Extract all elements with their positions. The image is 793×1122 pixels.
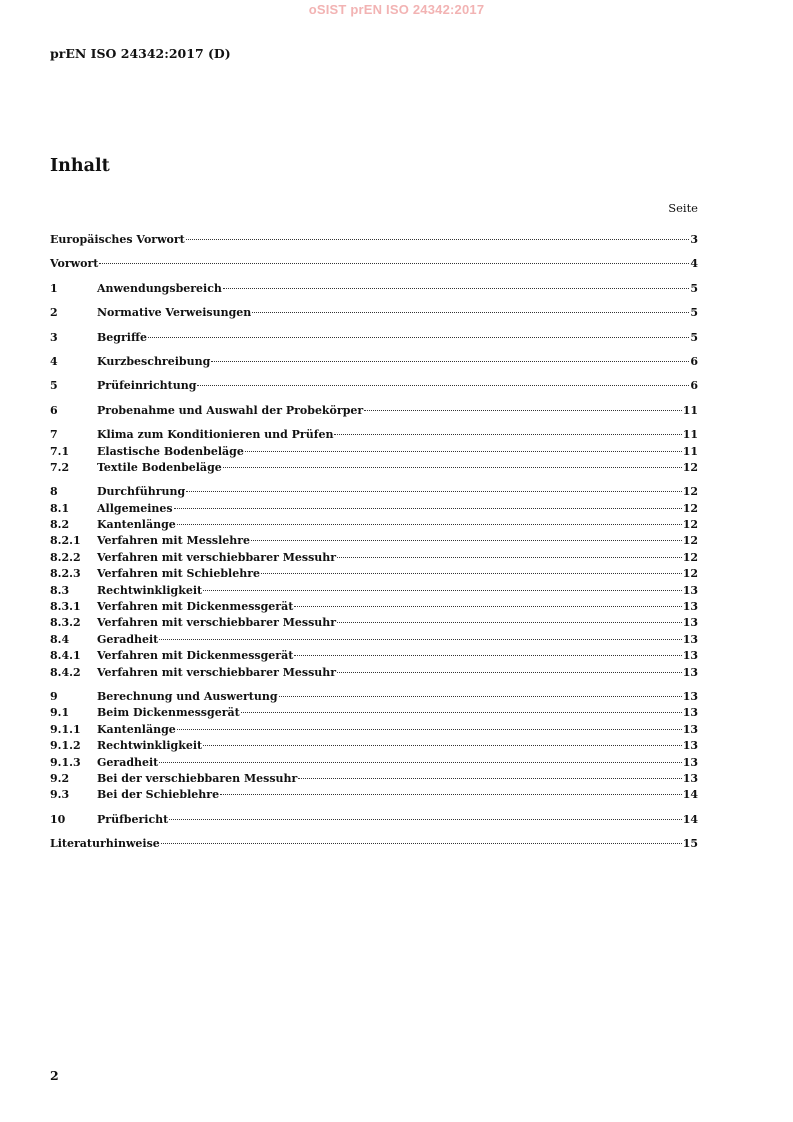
toc-entry-page: 11 bbox=[682, 403, 698, 417]
toc-dot-leader bbox=[159, 639, 681, 640]
toc-entry[interactable] bbox=[50, 689, 698, 705]
toc-dot-leader bbox=[261, 573, 682, 574]
table-of-contents bbox=[50, 232, 698, 853]
toc-entry-title: Beim Dickenmessgerät bbox=[97, 706, 240, 720]
toc-entry-title: Normative Verweisungen bbox=[97, 306, 252, 320]
toc-entry[interactable] bbox=[50, 632, 698, 648]
toc-dot-leader bbox=[148, 337, 689, 338]
toc-dot-leader bbox=[186, 239, 690, 240]
toc-entry-page: 11 bbox=[682, 428, 698, 442]
toc-dot-leader bbox=[252, 312, 689, 313]
toc-dot-leader bbox=[223, 467, 682, 468]
toc-entry-page: 13 bbox=[682, 583, 698, 597]
toc-entry[interactable] bbox=[50, 330, 698, 346]
toc-entry-title: Literaturhinweise bbox=[50, 837, 160, 851]
toc-entry[interactable] bbox=[50, 517, 698, 533]
toc-entry[interactable] bbox=[50, 460, 698, 476]
toc-dot-leader bbox=[364, 410, 682, 411]
toc-entry-number: 8.4 bbox=[50, 632, 70, 646]
toc-entry-title: Durchführung bbox=[97, 485, 186, 499]
toc-entry-number: 7.2 bbox=[50, 460, 70, 474]
toc-entry-number: 8.4.1 bbox=[50, 649, 81, 663]
toc-entry-number: 8 bbox=[50, 485, 58, 499]
toc-entry-page: 12 bbox=[682, 460, 698, 474]
toc-entry-title: Allgemeines bbox=[97, 501, 173, 515]
toc-entry-page: 13 bbox=[682, 722, 698, 736]
toc-entry-number: 9.3 bbox=[50, 788, 70, 802]
toc-entry-title: Verfahren mit verschiebbarer Messuhr bbox=[97, 550, 337, 564]
toc-dot-leader bbox=[169, 819, 681, 820]
toc-entry-page: 13 bbox=[682, 600, 698, 614]
toc-dot-leader bbox=[279, 696, 682, 697]
toc-dot-leader bbox=[337, 672, 682, 673]
toc-entry-number: 5 bbox=[50, 379, 58, 393]
toc-entry[interactable] bbox=[50, 444, 698, 460]
toc-entry-title: Europäisches Vorwort bbox=[50, 233, 185, 246]
toc-entry-number: 8.2.1 bbox=[50, 534, 81, 548]
toc-entry-number: 7 bbox=[50, 428, 58, 442]
toc-entry-number: 4 bbox=[50, 354, 58, 368]
toc-entry-title: Rechtwinkligkeit bbox=[97, 583, 203, 597]
toc-entry[interactable] bbox=[50, 836, 698, 852]
toc-entry-number: 3 bbox=[50, 330, 58, 344]
toc-entry-number: 8.4.2 bbox=[50, 665, 81, 679]
toc-entry-page: 6 bbox=[690, 379, 698, 393]
toc-entry[interactable] bbox=[50, 755, 698, 771]
toc-entry[interactable] bbox=[50, 722, 698, 738]
toc-entry-page: 11 bbox=[682, 444, 698, 458]
toc-entry-number: 8.3.2 bbox=[50, 616, 81, 630]
toc-entry-page: 4 bbox=[690, 257, 698, 271]
toc-entry-title: Probenahme und Auswahl der Probekörper bbox=[97, 403, 364, 417]
toc-entry-number: 10 bbox=[50, 812, 66, 826]
toc-entry-page: 3 bbox=[690, 233, 698, 246]
toc-entry-page: 14 bbox=[682, 788, 698, 802]
toc-entry[interactable] bbox=[50, 256, 698, 272]
watermark: oSIST prEN ISO 24342:2017 bbox=[308, 2, 485, 17]
toc-entry[interactable] bbox=[50, 771, 698, 787]
toc-entry[interactable] bbox=[50, 533, 698, 549]
toc-entry-page: 12 bbox=[682, 501, 698, 515]
toc-entry-number: 8.3 bbox=[50, 583, 70, 597]
toc-entry-title: Prüfeinrichtung bbox=[97, 379, 197, 393]
toc-entry-title: Berechnung und Auswertung bbox=[97, 689, 278, 703]
toc-entry[interactable] bbox=[50, 403, 698, 419]
toc-entry-title: Klima zum Konditionieren und Prüfen bbox=[97, 428, 334, 442]
footer-page-number: 2 bbox=[50, 1068, 59, 1083]
toc-dot-leader bbox=[161, 843, 682, 844]
toc-entry-page: 13 bbox=[682, 632, 698, 646]
toc-dot-leader bbox=[245, 451, 682, 452]
toc-entry-title: Geradheit bbox=[97, 755, 159, 769]
toc-entry-title: Verfahren mit Messlehre bbox=[97, 534, 251, 548]
toc-entry-number: 8.1 bbox=[50, 501, 70, 515]
toc-entry-title: Kantenlänge bbox=[97, 722, 176, 736]
toc-entry[interactable] bbox=[50, 305, 698, 321]
toc-dot-leader bbox=[186, 491, 681, 492]
toc-entry-page: 13 bbox=[682, 739, 698, 753]
toc-entry-page: 13 bbox=[682, 771, 698, 785]
toc-entry[interactable] bbox=[50, 281, 698, 297]
toc-entry-page: 5 bbox=[690, 330, 698, 344]
toc-dot-leader bbox=[203, 745, 682, 746]
toc-entry-title: Verfahren mit Schieblehre bbox=[97, 567, 261, 581]
toc-entry-page: 13 bbox=[682, 706, 698, 720]
toc-entry[interactable] bbox=[50, 787, 698, 803]
toc-dot-leader bbox=[220, 794, 682, 795]
toc-entry-page: 15 bbox=[682, 837, 698, 851]
toc-entry-page: 5 bbox=[690, 281, 698, 295]
toc-entry-title: Rechtwinkligkeit bbox=[97, 739, 203, 753]
toc-dot-leader bbox=[223, 288, 689, 289]
toc-entry-title: Verfahren mit verschiebbarer Messuhr bbox=[97, 616, 337, 630]
toc-entry-page: 5 bbox=[690, 306, 698, 320]
toc-entry-number: 9.2 bbox=[50, 771, 70, 785]
toc-entry-number: 1 bbox=[50, 281, 58, 295]
toc-entry-page: 12 bbox=[682, 567, 698, 581]
toc-entry-page: 13 bbox=[682, 665, 698, 679]
toc-dot-leader bbox=[251, 540, 682, 541]
toc-dot-leader bbox=[337, 622, 682, 623]
toc-entry[interactable] bbox=[50, 648, 698, 664]
toc-entry-page: 14 bbox=[682, 812, 698, 826]
toc-dot-leader bbox=[203, 590, 682, 591]
toc-entry[interactable] bbox=[50, 583, 698, 599]
toc-entry-page: 13 bbox=[682, 689, 698, 703]
toc-entry-title: Vorwort bbox=[50, 257, 99, 271]
toc-entry[interactable] bbox=[50, 615, 698, 631]
toc-entry[interactable] bbox=[50, 354, 698, 370]
toc-entry-title: Verfahren mit verschiebbarer Messuhr bbox=[97, 665, 337, 679]
toc-entry[interactable] bbox=[50, 232, 698, 248]
toc-entry-number: 8.2 bbox=[50, 518, 70, 532]
toc-entry-number: 9.1.2 bbox=[50, 739, 81, 753]
page-column-label: Seite bbox=[668, 201, 698, 215]
toc-dot-leader bbox=[241, 712, 682, 713]
toc-entry[interactable] bbox=[50, 566, 698, 582]
toc-dot-leader bbox=[334, 434, 681, 435]
toc-entry-number: 7.1 bbox=[50, 444, 70, 458]
toc-entry[interactable] bbox=[50, 738, 698, 754]
toc-dot-leader bbox=[294, 606, 681, 607]
toc-entry-title: Begriffe bbox=[97, 330, 147, 344]
toc-entry[interactable] bbox=[50, 550, 698, 566]
document-code: prEN ISO 24342:2017 (D) bbox=[50, 46, 231, 61]
toc-entry[interactable] bbox=[50, 484, 698, 500]
toc-entry-number: 2 bbox=[50, 306, 58, 320]
toc-entry[interactable] bbox=[50, 665, 698, 681]
toc-dot-leader bbox=[211, 361, 689, 362]
toc-entry-title: Bei der verschiebbaren Messuhr bbox=[97, 771, 298, 785]
toc-entry-number: 8.3.1 bbox=[50, 600, 81, 614]
toc-entry-title: Anwendungsbereich bbox=[97, 281, 222, 295]
toc-dot-leader bbox=[197, 385, 689, 386]
toc-dot-leader bbox=[337, 557, 682, 558]
toc-entry[interactable] bbox=[50, 427, 698, 443]
toc-entry-page: 6 bbox=[690, 354, 698, 368]
toc-entry-number: 8.2.2 bbox=[50, 550, 81, 564]
toc-entry[interactable] bbox=[50, 378, 698, 394]
toc-entry-title: Prüfbericht bbox=[97, 812, 169, 826]
toc-entry[interactable] bbox=[50, 812, 698, 828]
toc-entry-title: Verfahren mit Dickenmessgerät bbox=[97, 600, 294, 614]
toc-entry-page: 13 bbox=[682, 755, 698, 769]
toc-entry-title: Kurzbeschreibung bbox=[97, 354, 211, 368]
toc-dot-leader bbox=[177, 524, 682, 525]
toc-dot-leader bbox=[159, 762, 681, 763]
toc-entry-page: 12 bbox=[682, 534, 698, 548]
toc-entry-page: 13 bbox=[682, 616, 698, 630]
toc-entry-title: Kantenlänge bbox=[97, 518, 176, 532]
toc-dot-leader bbox=[174, 508, 682, 509]
toc-entry-title: Bei der Schieblehre bbox=[97, 788, 220, 802]
toc-entry-number: 9.1.1 bbox=[50, 722, 81, 736]
toc-dot-leader bbox=[298, 778, 681, 779]
toc-entry-page: 12 bbox=[682, 485, 698, 499]
toc-entry[interactable] bbox=[50, 501, 698, 517]
toc-entry-number: 6 bbox=[50, 403, 58, 417]
page-title: Inhalt bbox=[50, 156, 110, 176]
toc-entry-number: 9 bbox=[50, 689, 58, 703]
toc-entry-page: 12 bbox=[682, 550, 698, 564]
toc-entry[interactable] bbox=[50, 599, 698, 615]
toc-entry-number: 8.2.3 bbox=[50, 567, 81, 581]
toc-entry-number: 9.1 bbox=[50, 706, 70, 720]
toc-entry-title: Elastische Bodenbeläge bbox=[97, 444, 244, 458]
toc-entry-title: Geradheit bbox=[97, 632, 159, 646]
toc-entry-number: 9.1.3 bbox=[50, 755, 81, 769]
toc-entry-page: 13 bbox=[682, 649, 698, 663]
toc-dot-leader bbox=[177, 729, 682, 730]
toc-entry-page: 12 bbox=[682, 518, 698, 532]
toc-entry-title: Textile Bodenbeläge bbox=[97, 460, 222, 474]
toc-dot-leader bbox=[294, 655, 681, 656]
toc-entry-title: Verfahren mit Dickenmessgerät bbox=[97, 649, 294, 663]
toc-entry[interactable] bbox=[50, 705, 698, 721]
toc-dot-leader bbox=[99, 263, 689, 264]
